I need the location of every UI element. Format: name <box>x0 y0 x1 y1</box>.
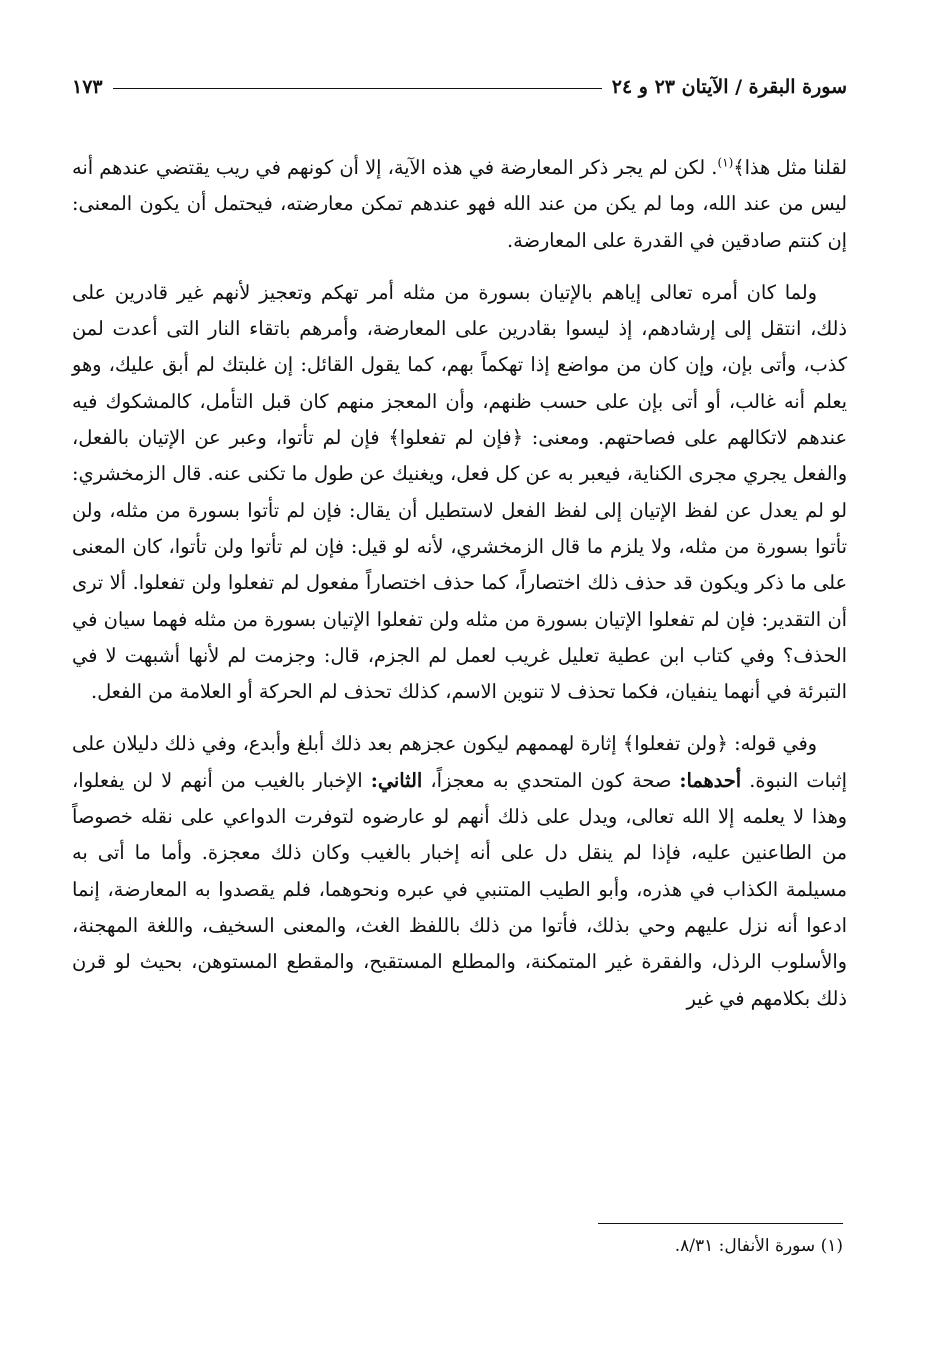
page-number: ١٧٣ <box>72 76 103 98</box>
footnote-reference: (١) <box>717 155 734 170</box>
paragraph-1-start: لقلنا مثل هذا﴾ <box>733 156 848 179</box>
footnote-area <box>72 1223 847 1256</box>
term-first: أحدهما: <box>679 768 742 792</box>
header-title: سورة البقرة / الآيتان ٢٣ و ٢٤ <box>611 76 847 98</box>
paragraph-3-rest: الإخبار بالغيب من أنهم لا لن يفعلوا، وهذا لا يعلمه إلا الله تعالى، ويدل على ذلك أنهم لو عارضوه لتوفرت الدواعي على نقله خصوصاً من الطاعنين عليه، فإذا لم ينقل دل على أنه إخبار بالغيب وكان ذلك معجزة. وأما ما أتى به مسيلمة الكذاب في هذره، وأبو الطيب المتنبي في عبره ونحوهما، فلم يقصدوا به المعارضة، إنما ادعوا أنه نزل عليهم وحي بذلك، فأتوا من ذلك باللفظ الغث، والمعنى السخيف، واللغة المهجنة، والأسلوب الرذل، والفقرة غير المتمكنة، والمطلع المستقبح، والمقطع المستوهن، بحيث لو قرن ذلك بكلامهم في غير <box>72 768 847 1010</box>
footnote-text: (١) سورة الأنفال: ٨/٣١. <box>674 1236 843 1256</box>
book-page <box>72 62 847 1322</box>
paragraph-3-middle: صحة كون المتحدي به معجزاً، <box>430 768 672 792</box>
paragraph-2: ولما كان أمره تعالى إياهم بالإتيان بسورة من مثله أمر تهكم وتعجيز لأنهم غير قادرين على ذلك، انتقل إلى إرشادهم، إذ ليسوا بقادرين على المعارضة، وأمرهم باتقاء النار التى أعدت لمن كذب، وأتى بإن، وإن كان من مواضع إذا تهكماً بهم، كما يقول القائل: إن غلبتك لم أبق عليك، وهو يعلم أنه غالب، أو أتى بإن على حسب ظنهم، وأن المعجز منهم كان قبل التأمل، كالمشكوك فيه عندهم لاتكالهم على فصاحتهم. ومعنى: ﴿فإن لم تفعلوا﴾ فإن لم تأتوا، وعبر عن الإتيان بالفعل، والفعل يجري مجرى الكناية، فيعبر به عن كل فعل، ويغنيك عن طول ما تكنى عنه. قال الزمخشري: لو لم يعدل عن لفظ الإتيان إلى لفظ الفعل لاستطيل أن يقال: فإن لم تأتوا بسورة من مثله، ولن تأتوا بسورة من مثله، ولا يلزم ما قال الزمخشري، لأنه لو قيل: فإن لم تأتوا ولن تأتوا، كان المعنى على ما ذكر ويكون قد حذف ذلك اختصاراً، كما حذف اختصاراً مفعول لم تفعلوا ولن تفعلوا. ألا ترى أن التقدير: فإن لم تفعلوا الإتيان بسورة من مثله ولن تفعلوا الإتيان بسورة من مثله فهما سيان في الحذف؟ وفي كتاب ابن عطية تعليل غريب لعمل لم الجزم، قال: وجزمت لم لأنها أشبهت لا في التبرئة في أنهما ينفيان، فكما تحذف لا تنوين الاسم، كذلك تحذف لم الحركة أو العلامة من الفعل. <box>72 280 847 704</box>
body-text <box>72 150 847 1017</box>
header-rule <box>113 88 602 89</box>
term-second: الثاني: <box>370 768 423 792</box>
paragraph-3-start: وفي قوله: ﴿ولن تفعلوا﴾ إثارة لهممهم ليكون عجزهم بعد ذلك أبلغ وأبدع، وفي ذلك دليلان على إثبات النبوة. <box>72 732 847 792</box>
running-header <box>72 70 847 104</box>
paragraph-3 <box>72 726 847 1016</box>
paragraph-1 <box>72 150 847 259</box>
footnote-rule <box>598 1223 843 1224</box>
paragraph-1-rest: . لكن لم يجر ذكر المعارضة في هذه الآية، إلا أن كونهم في ريب يقتضي عندهم أنه ليس من عند الله، وما لم يكن من عند الله فهو عندهم تمكن معارضته، فيحتمل أن يكون المعنى: إن كنتم صادقين في القدرة على المعارضة. <box>72 156 847 252</box>
